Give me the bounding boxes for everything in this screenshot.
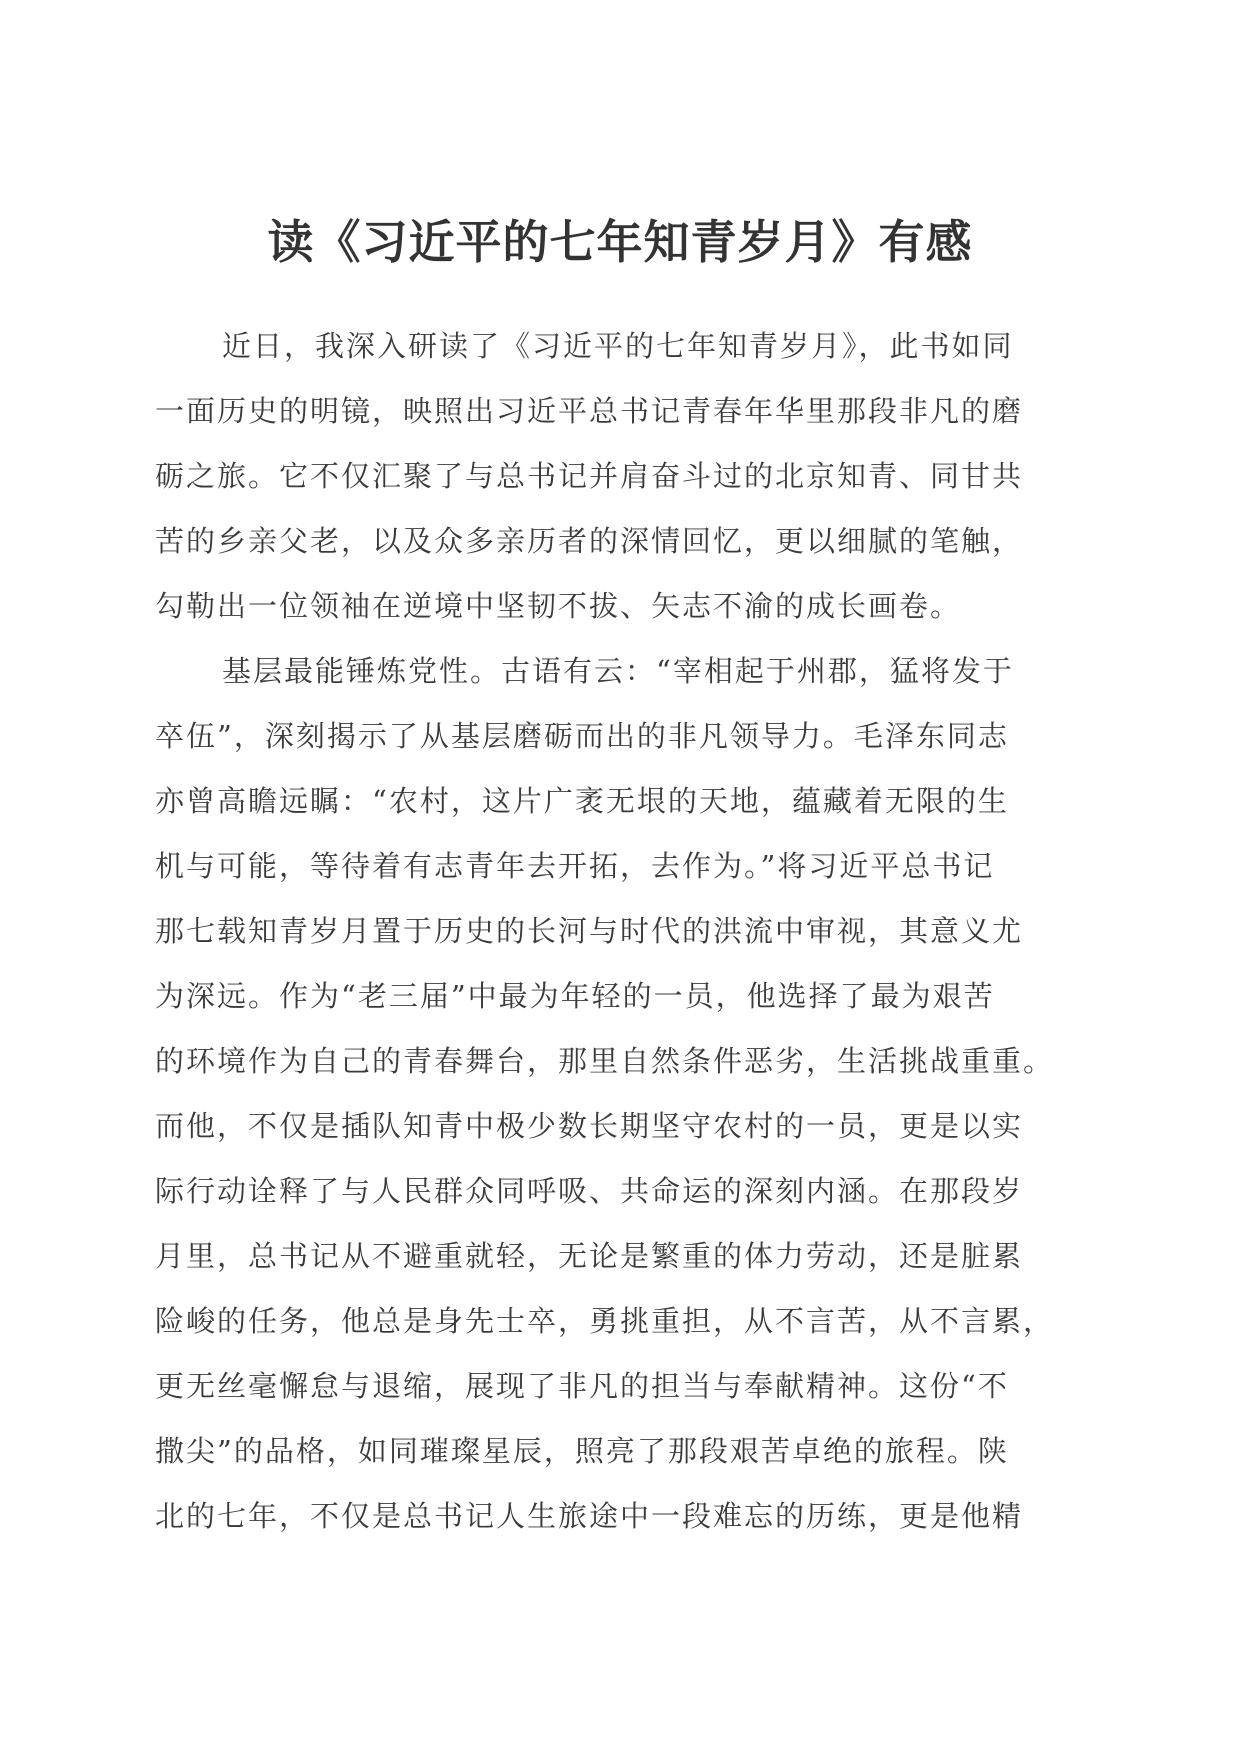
text-line: 为深远。作为“老三届”中最为年轻的一员，他选择了最为艰苦 <box>155 979 995 1013</box>
document-title: 读《习近平的七年知青岁月》有感 <box>267 215 973 269</box>
text-line: 撒尖”的品格，如同璀璨星辰，照亮了那段艰苦卓绝的旅程。陕 <box>155 1434 1009 1468</box>
document-body <box>155 314 1095 1549</box>
text-line: 险峻的任务，他总是身先士卒，勇挑重担，从不言苦，从不言累， <box>155 1304 1055 1338</box>
text-line: 际行动诠释了与人民群众同呼吸、共命运的深刻内涵。在那段岁 <box>155 1174 1024 1208</box>
paragraph-1 <box>155 314 1095 639</box>
text-line: 勾勒出一位领袖在逆境中坚韧不拔、矢志不渝的成长画卷。 <box>155 589 962 623</box>
text-line: 苦的乡亲父老，以及众多亲历者的深情回忆，更以细腻的笔触， <box>155 524 1024 558</box>
text-line: 亦曾高瞻远瞩：“农村，这片广袤无垠的天地，蕴藏着无限的生 <box>155 784 1009 818</box>
text-line: 而他，不仅是插队知青中极少数长期坚守农村的一员，更是以实 <box>155 1109 1024 1143</box>
text-line: 砺之旅。它不仅汇聚了与总书记并肩奋斗过的北京知青、同甘共 <box>155 459 1024 493</box>
text-line: 卒伍”，深刻揭示了从基层磨砺而出的非凡领导力。毛泽东同志 <box>155 719 1009 753</box>
text-line: 一面历史的明镜，映照出习近平总书记青春年华里那段非凡的磨 <box>155 394 1024 428</box>
text-line: 那七载知青岁月置于历史的长河与时代的洪流中审视，其意义尤 <box>155 914 1024 948</box>
text-line: 近日，我深入研读了《习近平的七年知青岁月》，此书如同 <box>222 329 1014 363</box>
paragraph-2 <box>155 639 1095 1549</box>
text-line: 基层最能锤炼党性。古语有云：“宰相起于州郡，猛将发于 <box>222 654 1014 688</box>
text-line: 更无丝毫懈怠与退缩，展现了非凡的担当与奉献精神。这份“不 <box>155 1369 1009 1403</box>
text-line: 的环境作为自己的青春舞台，那里自然条件恶劣，生活挑战重重。 <box>155 1044 1055 1078</box>
text-line: 机与可能，等待着有志青年去开拓，去作为。”将习近平总书记 <box>155 849 995 883</box>
text-line: 北的七年，不仅是总书记人生旅途中一段难忘的历练，更是他精 <box>155 1499 1024 1533</box>
text-line: 月里，总书记从不避重就轻，无论是繁重的体力劳动，还是脏累 <box>155 1239 1024 1273</box>
